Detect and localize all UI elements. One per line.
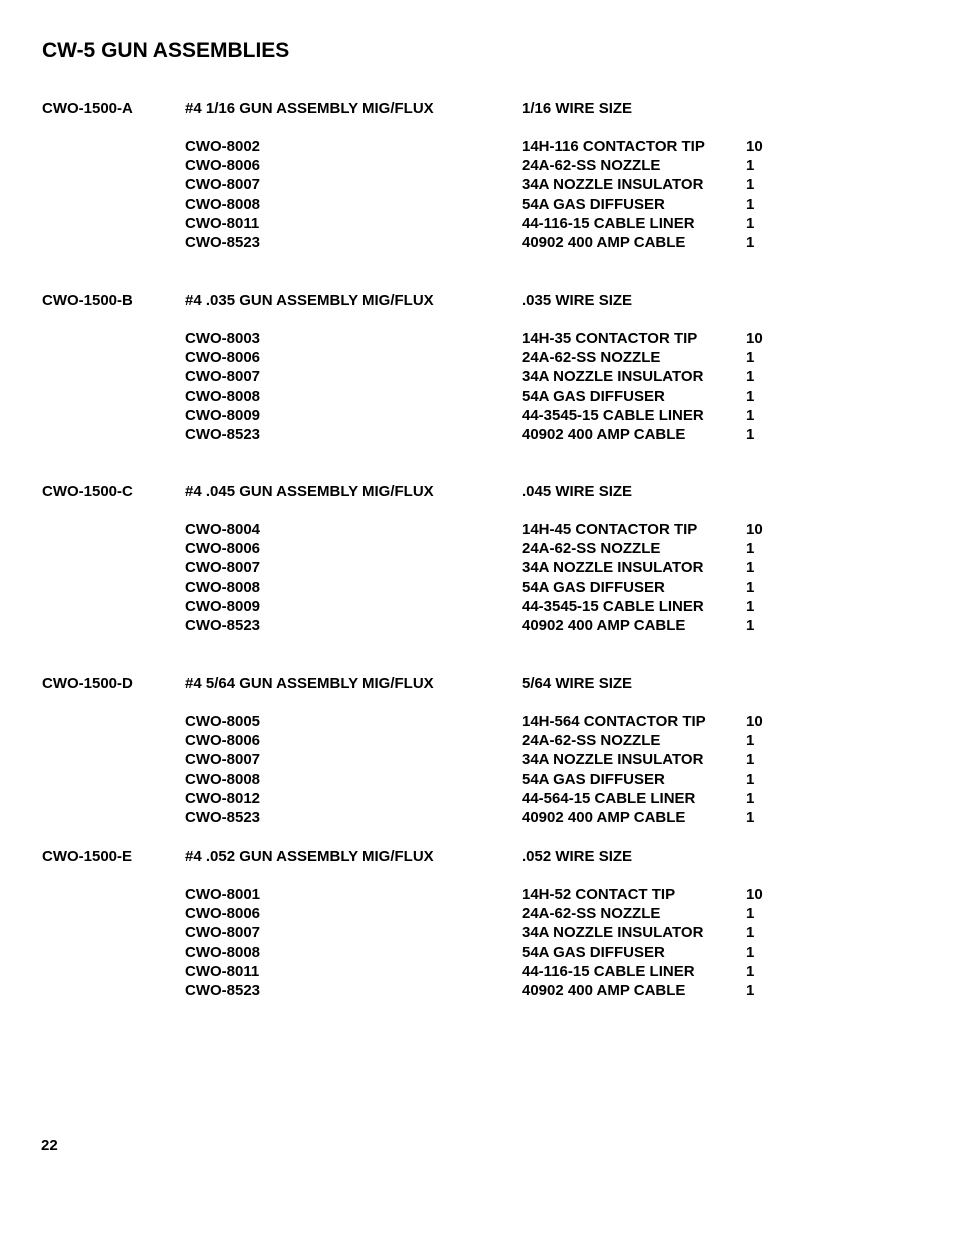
part-row	[0, 137, 954, 157]
assembly-description: #4 1/16 GUN ASSEMBLY MIG/FLUX	[185, 100, 434, 117]
part-name: 14H-52 CONTACT TIP	[522, 886, 676, 903]
part-number: CWO-8006	[185, 732, 261, 750]
part-quantity: 1	[746, 349, 755, 367]
part-quantity: 1	[746, 905, 755, 923]
part-number: CWO-8007	[185, 176, 261, 194]
part-number: CWO-8008	[185, 770, 261, 788]
part-number: CWO-8008	[185, 578, 261, 596]
part-name: 34A NOZZLE INSULATOR	[522, 368, 704, 386]
page-title: CW-5 GUN ASSEMBLIES	[42, 39, 290, 62]
part-name: 40902 400 AMP CABLE	[522, 234, 686, 251]
part-quantity: 1	[746, 195, 755, 213]
part-quantity: 1	[746, 540, 755, 558]
part-name: 14H-116 CONTACTOR TIP	[522, 138, 705, 155]
part-row	[0, 712, 954, 732]
part-number: CWO-8002	[185, 138, 261, 155]
assembly-code: CWO-1500-E	[42, 848, 133, 865]
part-name: 14H-35 CONTACTOR TIP	[522, 330, 698, 347]
part-quantity: 1	[746, 732, 755, 750]
part-name: 40902 400 AMP CABLE	[522, 426, 686, 443]
part-row	[0, 885, 954, 905]
part-number: CWO-8523	[185, 426, 261, 443]
part-number: CWO-8523	[185, 982, 261, 999]
part-quantity: 1	[746, 962, 755, 980]
part-row	[0, 175, 954, 195]
part-number: CWO-8007	[185, 924, 261, 942]
part-row	[0, 981, 954, 1001]
part-row	[0, 808, 954, 828]
part-row	[0, 156, 954, 176]
part-number: CWO-8007	[185, 368, 261, 386]
part-row	[0, 387, 954, 407]
part-row	[0, 406, 954, 426]
part-number: CWO-8005	[185, 713, 261, 730]
part-name: 34A NOZZLE INSULATOR	[522, 924, 704, 942]
part-name: 34A NOZZLE INSULATOR	[522, 176, 704, 194]
assembly-description: #4 .035 GUN ASSEMBLY MIG/FLUX	[185, 292, 434, 309]
wire-size: .035 WIRE SIZE	[522, 292, 633, 309]
part-name: 44-564-15 CABLE LINER	[522, 789, 696, 807]
part-row	[0, 558, 954, 578]
part-row	[0, 789, 954, 809]
part-row	[0, 962, 954, 982]
part-quantity: 1	[746, 426, 755, 443]
part-quantity: 1	[746, 770, 755, 788]
part-row	[0, 904, 954, 924]
part-number: CWO-8006	[185, 540, 261, 558]
assembly-header-row	[0, 482, 954, 502]
wire-size: .045 WIRE SIZE	[522, 483, 633, 500]
part-row	[0, 329, 954, 349]
part-quantity: 10	[746, 521, 763, 538]
part-quantity: 10	[746, 138, 763, 155]
assembly-code: CWO-1500-D	[42, 675, 133, 692]
part-name: 40902 400 AMP CABLE	[522, 809, 686, 826]
part-name: 34A NOZZLE INSULATOR	[522, 559, 704, 577]
part-row	[0, 539, 954, 559]
part-name: 40902 400 AMP CABLE	[522, 982, 686, 999]
part-quantity: 1	[746, 176, 755, 194]
part-number: CWO-8523	[185, 809, 261, 826]
part-name: 24A-62-SS NOZZLE	[522, 905, 661, 923]
part-name: 54A GAS DIFFUSER	[522, 770, 665, 788]
part-name: 14H-564 CONTACTOR TIP	[522, 713, 706, 730]
part-name: 54A GAS DIFFUSER	[522, 943, 665, 961]
part-row	[0, 750, 954, 770]
part-quantity: 10	[746, 330, 763, 347]
part-quantity: 1	[746, 368, 755, 386]
part-row	[0, 214, 954, 234]
part-number: CWO-8012	[185, 789, 261, 807]
part-row	[0, 616, 954, 636]
wire-size: 5/64 WIRE SIZE	[522, 675, 633, 692]
assembly-code: CWO-1500-B	[42, 292, 133, 309]
part-row	[0, 195, 954, 215]
part-number: CWO-8007	[185, 751, 261, 769]
part-number: CWO-8523	[185, 617, 261, 634]
part-row	[0, 520, 954, 540]
part-row	[0, 425, 954, 445]
part-number: CWO-8008	[185, 943, 261, 961]
part-name: 24A-62-SS NOZZLE	[522, 349, 661, 367]
part-quantity: 1	[746, 157, 755, 175]
part-name: 54A GAS DIFFUSER	[522, 387, 665, 405]
part-name: 34A NOZZLE INSULATOR	[522, 751, 704, 769]
part-quantity: 1	[746, 789, 755, 807]
assembly-header-row	[0, 99, 954, 119]
part-row	[0, 770, 954, 790]
part-quantity: 10	[746, 713, 763, 730]
part-name: 24A-62-SS NOZZLE	[522, 540, 661, 558]
assembly-code: CWO-1500-A	[42, 100, 133, 117]
part-quantity: 1	[746, 597, 755, 615]
part-quantity: 1	[746, 809, 755, 826]
part-row	[0, 923, 954, 943]
part-number: CWO-8006	[185, 905, 261, 923]
part-number: CWO-8011	[185, 214, 260, 232]
part-number: CWO-8009	[185, 597, 261, 615]
part-row	[0, 943, 954, 963]
part-quantity: 1	[746, 234, 755, 251]
assembly-description: #4 .052 GUN ASSEMBLY MIG/FLUX	[185, 848, 434, 865]
wire-size: 1/16 WIRE SIZE	[522, 100, 633, 117]
part-number: CWO-8006	[185, 157, 261, 175]
part-quantity: 1	[746, 406, 755, 424]
part-number: CWO-8523	[185, 234, 261, 251]
assembly-description: #4 5/64 GUN ASSEMBLY MIG/FLUX	[185, 675, 434, 692]
part-quantity: 1	[746, 943, 755, 961]
part-name: 24A-62-SS NOZZLE	[522, 732, 661, 750]
part-quantity: 1	[746, 617, 755, 634]
part-row	[0, 578, 954, 598]
assembly-header-row	[0, 291, 954, 311]
assembly-header-row	[0, 674, 954, 694]
part-name: 54A GAS DIFFUSER	[522, 578, 665, 596]
assembly-header-row	[0, 847, 954, 867]
part-number: CWO-8008	[185, 387, 261, 405]
part-name: 44-3545-15 CABLE LINER	[522, 406, 704, 424]
part-number: CWO-8003	[185, 330, 261, 347]
part-number: CWO-8004	[185, 521, 261, 538]
part-number: CWO-8001	[185, 886, 261, 903]
part-quantity: 1	[746, 387, 755, 405]
page-number: 22	[41, 1137, 58, 1154]
part-row	[0, 731, 954, 751]
part-name: 24A-62-SS NOZZLE	[522, 157, 661, 175]
part-number: CWO-8006	[185, 349, 261, 367]
wire-size: .052 WIRE SIZE	[522, 848, 633, 865]
part-name: 44-3545-15 CABLE LINER	[522, 597, 704, 615]
part-quantity: 1	[746, 751, 755, 769]
part-quantity: 10	[746, 886, 763, 903]
part-row	[0, 233, 954, 253]
part-number: CWO-8007	[185, 559, 261, 577]
part-quantity: 1	[746, 924, 755, 942]
part-number: CWO-8008	[185, 195, 261, 213]
part-name: 54A GAS DIFFUSER	[522, 195, 665, 213]
assembly-code: CWO-1500-C	[42, 483, 133, 500]
part-number: CWO-8011	[185, 962, 260, 980]
part-name: 40902 400 AMP CABLE	[522, 617, 686, 634]
part-quantity: 1	[746, 578, 755, 596]
part-quantity: 1	[746, 214, 755, 232]
part-row	[0, 367, 954, 387]
part-quantity: 1	[746, 559, 755, 577]
part-number: CWO-8009	[185, 406, 261, 424]
part-row	[0, 348, 954, 368]
part-quantity: 1	[746, 982, 755, 999]
part-name: 14H-45 CONTACTOR TIP	[522, 521, 698, 538]
assembly-description: #4 .045 GUN ASSEMBLY MIG/FLUX	[185, 483, 434, 500]
part-row	[0, 597, 954, 617]
part-name: 44-116-15 CABLE LINER	[522, 214, 695, 232]
part-name: 44-116-15 CABLE LINER	[522, 962, 695, 980]
